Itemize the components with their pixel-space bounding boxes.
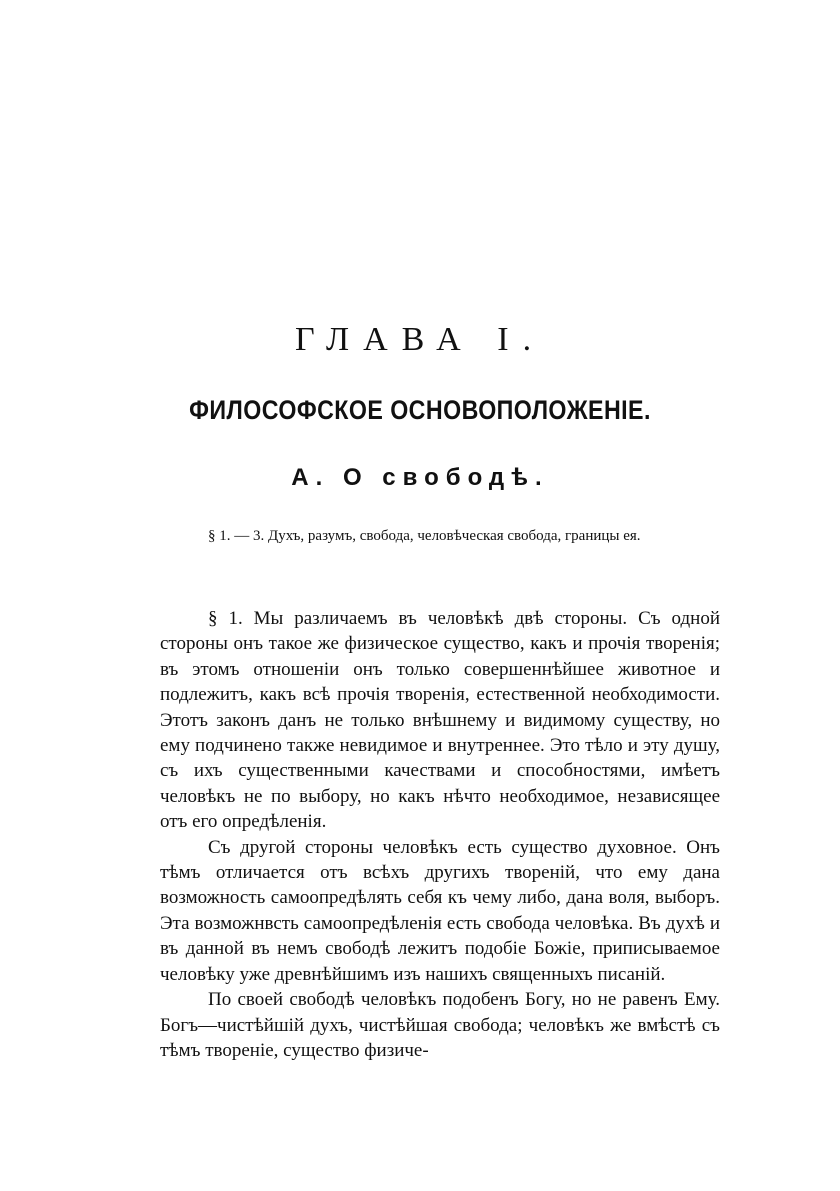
- paragraph: § 1. Мы различаемъ въ человѣкѣ двѣ стороны. Съ одной стороны онъ такое же физическое существо, какъ и прочія творенія; въ этомъ отношеніи онъ только совершеннѣйшее животное и подлежитъ, какъ всѣ прочія творенія, естественной необходимости. Этотъ законъ данъ не только внѣшнему и видимому существу, но ему подчинено также невидимое и внутреннее. Это тѣло и эту душу, съ ихъ существенными качествами и способностями, имѣетъ человѣкъ не по выбору, но какъ нѣчто необходимое, независящее отъ его опредѣленія.: [160, 608, 720, 833]
- section-summary: § 1. — 3. Духъ, разумъ, свобода, человѣческая свобода, границы ея.: [208, 528, 641, 544]
- paragraph: По своей свободѣ человѣкъ подобенъ Богу, но не равенъ Ему. Богъ—чистѣйшій духъ, чистѣйшая свобода; человѣкъ же вмѣстѣ съ тѣмъ твореніе, существо физиче-: [160, 989, 720, 1061]
- chapter-heading: ГЛАВА I.: [294, 321, 546, 358]
- paragraph: Съ другой стороны человѣкъ есть существо духовное. Онъ тѣмъ отличается отъ всѣхъ другихъ твореній, что ему дана возможность самоопредѣлять себя къ чему либо, дана воля, выборъ. Эта возможнвсть самоопредѣленія есть свобода человѣка. Въ духѣ и въ данной въ немъ свободѣ лежитъ подобіе Божіе, приписываемое человѣку уже древнѣйшимъ изъ нашихъ священныхъ писаній.: [160, 836, 720, 985]
- section-heading: А. О свободѣ.: [291, 464, 549, 491]
- body-text: [160, 606, 720, 1063]
- chapter-subtitle: ФИЛОСОФСКОЕ ОСНОВОПОЛОЖЕНІЕ.: [189, 395, 651, 425]
